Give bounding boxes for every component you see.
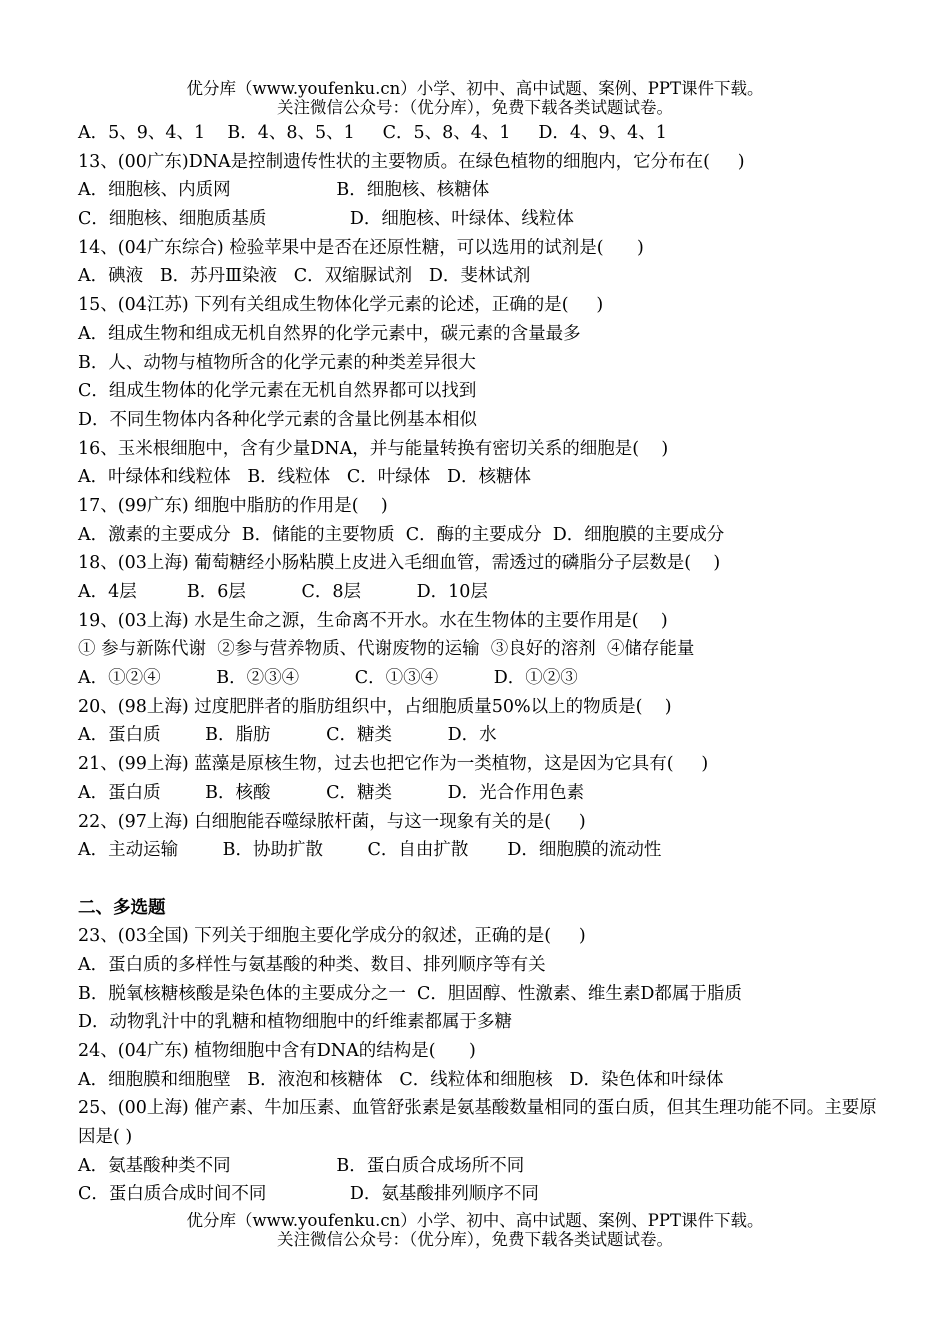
text-line: A．细胞核、内质网 B．细胞核、核糖体 (78, 180, 490, 201)
text-line: A．细胞膜和细胞壁 B．液泡和核糖体 C．线粒体和细胞核 D．染色体和叶绿体 (78, 1069, 724, 1090)
text-line: D．不同生物体内各种化学元素的含量比例基本相似 (78, 409, 478, 430)
header-line-1: 优分库（www.youfenku.cn）小学、初中、高中试题、案例、PPT课件下载。 (186, 79, 764, 98)
question-17: 17、(99广东) 细胞中脂肪的作用是( ) (78, 495, 388, 516)
question-14: 14、(04广东综合) 检验苹果中是否在还原性糖，可以选用的试剂是( ) (78, 237, 644, 258)
text-line: A．碘液 B．苏丹Ⅲ染液 C．双缩脲试剂 D．斐林试剂 (78, 266, 531, 287)
text-line: A．氨基酸种类不同 B．蛋白质合成场所不同 (78, 1155, 525, 1176)
question-18: 18、(03上海) 葡萄糖经小肠粘膜上皮进入毛细血管，需透过的磷脂分子层数是( ) (78, 553, 721, 574)
text-line: D．动物乳汁中的乳糖和植物细胞中的纤维素都属于多糖 (78, 1012, 513, 1033)
spacer (78, 865, 878, 894)
header-line-2: 关注微信公众号：（优分库），免费下载各类试题试卷。 (277, 98, 673, 117)
text-line: C．细胞核、细胞质基质 D．细胞核、叶绿体、线粒体 (78, 209, 574, 230)
page-header (0, 79, 950, 117)
text-line: A．蛋白质的多样性与氨基酸的种类、数目、排列顺序等有关 (78, 954, 546, 975)
question-13: 13、(00广东)DNA是控制遗传性状的主要物质。在绿色植物的细胞内，它分布在( ) (78, 151, 745, 172)
text-line: ① 参与新陈代谢 ②参与营养物质、代谢废物的运输 ③良好的溶剂 ④储存能量 (78, 639, 695, 660)
question-20: 20、(98上海) 过度肥胖者的脂肪组织中，占细胞质量50%以上的物质是( ) (78, 696, 672, 717)
footer-line-1: 优分库（www.youfenku.cn）小学、初中、高中试题、案例、PPT课件下载。 (186, 1211, 764, 1230)
text-line: A．组成生物和组成无机自然界的化学元素中，碳元素的含量最多 (78, 323, 581, 344)
question-22: 22、(97上海) 白细胞能吞噬绿脓杆菌，与这一现象有关的是( ) (78, 811, 586, 832)
section-title: 二、多选题 (78, 897, 166, 918)
text-line: A．4层 B．6层 C．8层 D．10层 (78, 582, 488, 602)
text-line: B．脱氧核糖核酸是染色体的主要成分之一 C．胆固醇、性激素、维生素D都属于脂质 (78, 983, 742, 1004)
footer-line-2: 关注微信公众号：（优分库），免费下载各类试题试卷。 (277, 1230, 673, 1249)
text-line: A．①②④ B．②③④ C．①③④ D．①②③ (78, 668, 578, 689)
text-line: B．人、动物与植物所含的化学元素的种类差异很大 (78, 352, 476, 373)
question-19: 19、(03上海) 水是生命之源，生命离不开水。水在生物体的主要作用是( ) (78, 610, 668, 631)
document-body (78, 119, 878, 1209)
question-15: 15、(04江苏) 下列有关组成生物体化学元素的论述，正确的是( ) (78, 295, 604, 316)
text-line: A．主动运输 B．协助扩散 C．自由扩散 D．细胞膜的流动性 (78, 840, 662, 861)
question-16: 16、玉米根细胞中，含有少量DNA，并与能量转换有密切关系的细胞是( ) (78, 438, 669, 459)
question-21: 21、(99上海) 蓝藻是原核生物，过去也把它作为一类植物，这是因为它具有( ) (78, 754, 709, 775)
text-line: A．蛋白质 B．核酸 C．糖类 D．光合作用色素 (78, 782, 585, 803)
question-24: 24、(04广东) 植物细胞中含有DNA的结构是( ) (78, 1041, 476, 1061)
text-line: A．激素的主要成分 B．储能的主要物质 C．酶的主要成分 D．细胞膜的主要成分 (78, 524, 725, 545)
question-25: 25、(00上海) 催产素、牛加压素、血管舒张素是氨基酸数量相同的蛋白质，但其生理功能不同。主要原因是( ) (78, 1098, 877, 1148)
text-line: A．蛋白质 B．脂肪 C．糖类 D．水 (78, 725, 497, 746)
question-23: 23、(03全国) 下列关于细胞主要化学成分的叙述，正确的是( ) (78, 926, 586, 947)
page-footer (0, 1211, 950, 1249)
text-line: A．5、9、4、1 B．4、8、5、1 C．5、8、4、1 D．4、9、4、1 (78, 123, 667, 143)
text-line: C．蛋白质合成时间不同 D．氨基酸排列顺序不同 (78, 1184, 539, 1205)
text-line: A．叶绿体和线粒体 B．线粒体 C．叶绿体 D．核糖体 (78, 467, 531, 488)
text-line: C．组成生物体的化学元素在无机自然界都可以找到 (78, 381, 477, 402)
